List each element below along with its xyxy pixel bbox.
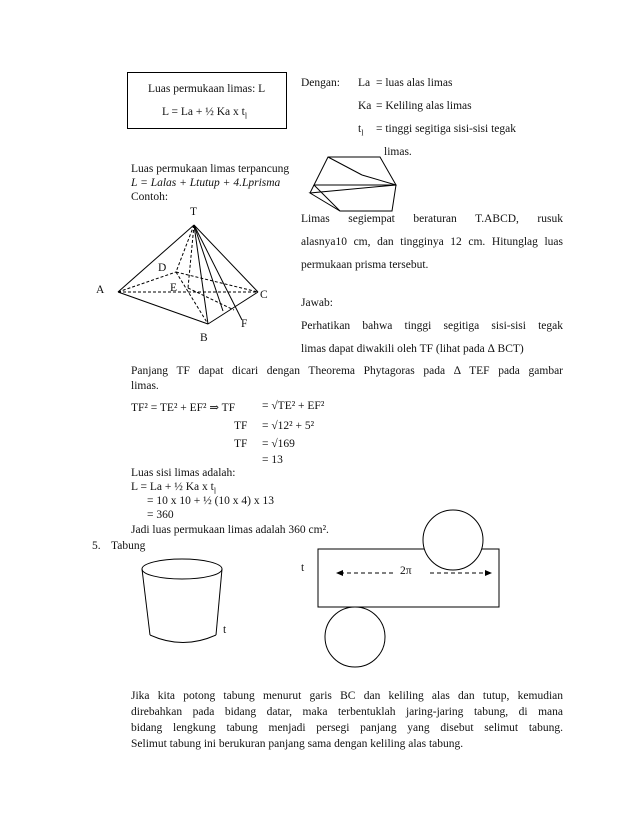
equation1-right: = √TE² + EF² [262,400,325,412]
formula-box-line2: L = La + ½ Ka x $t_l$ [162,106,248,121]
point-label-f: F [241,318,248,330]
vertex-label-a: A [96,284,105,296]
equation3-left: TF [234,438,248,450]
lateral-intro: Luas sisi limas adalah: [131,467,236,479]
section-title: Tabung [111,540,146,552]
pyramid-figure [110,220,270,330]
net-circumference-label: 2π [400,565,412,577]
answer-line1: Perhatikan bahwa tinggi segitiga sisi-sisi tegak [301,320,563,332]
answer-line2: limas dapat diwakili oleh TF (lihat pada ∆ BCT) [301,343,524,355]
formula-box [127,72,287,129]
closing-line2: direbahkan pada bidang datar, maka terbentuklah jaring-jaring tabung, di mana [131,706,563,718]
formula-box-line1: Luas permukaan limas: L [148,83,266,95]
answer-label: Jawab: [301,297,333,309]
vertex-label-c: C [260,289,268,301]
vertex-label-t: T [190,206,198,218]
frustum-title: Luas permukaan limas terpancung [131,163,290,175]
equation2-right: = √12² + 5² [262,420,315,432]
closing-line1: Jika kita potong tabung menurut garis BC dan keliling alas dan tutup, kemudian [131,690,563,702]
example-label: Contoh: [131,191,169,203]
definition-row-continuation: limas. [384,146,412,158]
definitions-label: Dengan: [301,77,340,89]
definition-row-ka: Ka = Keliling alas limas [358,100,472,112]
pythagoras-line1: Panjang TF dapat dicari dengan Theorema Phytagoras pada ∆ TEF pada gambar [131,365,563,377]
cylinder-net [310,500,500,670]
problem-line2: alasnya10 cm, dan tingginya 12 cm. Hitunglag luas [301,236,563,248]
net-height-label: t [301,562,305,574]
lateral-line1: L = La + ½ Ka x $t_l$ [131,481,217,496]
vertex-label-d: D [158,262,167,274]
equation2-left: TF [234,420,248,432]
lateral-conclusion: Jadi luas permukaan limas adalah 360 cm². [131,524,329,536]
closing-line4: Selimut tabung ini berukuran panjang sama dengan keliling alas tabung. [131,738,464,750]
cylinder-figure [140,555,230,650]
point-label-e: E [170,282,178,294]
equation1-left: TF² = TE² + EF² ⇒ TF [131,402,236,414]
lateral-line2: = 10 x 10 + ½ (10 x 4) x 13 [147,495,275,507]
definition-row-la: La = luas alas limas [358,77,453,89]
equation4-right: = 13 [262,454,283,466]
section-number: 5. [92,540,101,552]
problem-line1: Limas segiempat beraturan T.ABCD, rusuk [301,213,563,225]
frustum-figure [300,155,400,215]
closing-line3: bidang lengkung tabung menjadi persegi panjang yang disebut selimut tabung. [131,722,563,734]
definition-row-tl: $t_l$ = tinggi segitiga sisi-sisi tegak [358,123,517,138]
pythagoras-line2: limas. [131,380,159,392]
problem-line3: permukaan prisma tersebut. [301,259,429,271]
cylinder-height-label: t [223,624,227,636]
lateral-line3: = 360 [147,509,174,521]
equation3-right: = √169 [262,438,295,450]
vertex-label-b: B [200,332,208,344]
frustum-formula: L = Lalas + Ltutup + 4.Lprisma [131,177,281,189]
